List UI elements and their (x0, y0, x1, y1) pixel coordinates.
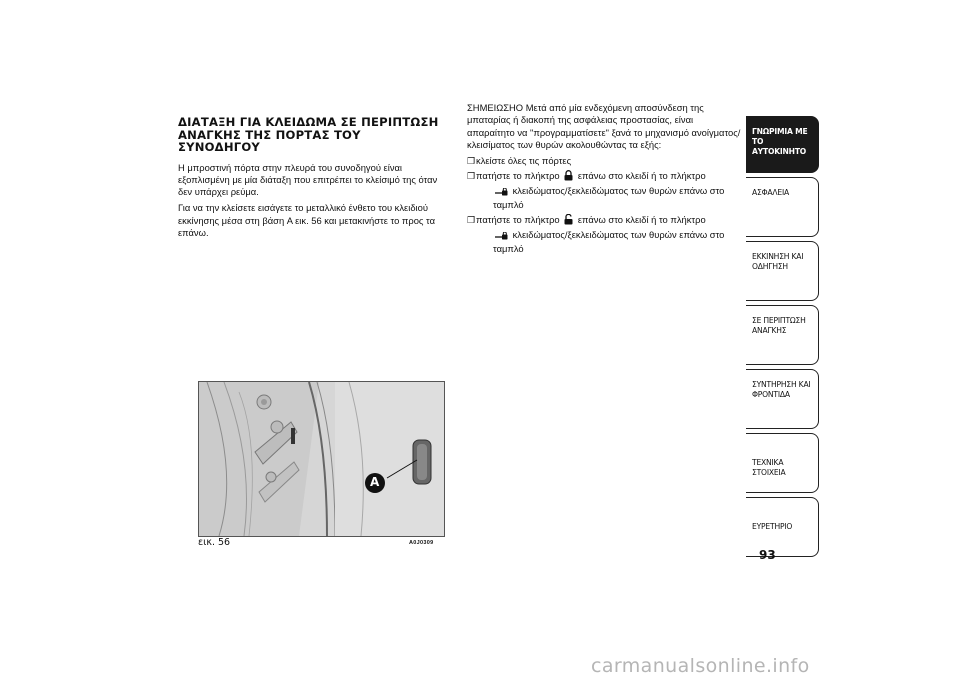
heading-line-1: ΔΙΑΤΑΞΗ ΓΙΑ ΚΛΕΙΔΩΜΑ ΣΕ ΠΕΡΙΠΤΩΣΗ (178, 115, 439, 129)
bullet-item-2 (467, 170, 742, 211)
bullet-text-3c: κλειδώματος/ξεκλειδώματος των θυρών επάνω στο ταμπλό (493, 228, 725, 254)
page-number: 93 (759, 548, 776, 562)
key-lock-icon (495, 187, 508, 199)
door-illustration (199, 382, 444, 536)
bullet-text-3a: πατήστε το πλήκτρο (476, 214, 560, 226)
section-heading (178, 116, 446, 154)
bullet-text-2c: κλειδώματος/ξεκλειδώματος των θυρών επάνω στο ταμπλό (493, 184, 725, 211)
tab-label: ΕΥΡΕΤΗΡΙΟ (752, 522, 793, 531)
tab-safety[interactable] (746, 177, 819, 237)
figure-code: A0J0309 (409, 540, 434, 546)
paragraph-1: Η μπροστινή πόρτα στην πλευρά του συνοδηγού είναι εξοπλισμένη με μία διάταξη που επιτρέπει το κλείσιμό της όταν δεν υπάρχει ρεύμα. (178, 161, 438, 198)
bullet-box-icon: ❒ (467, 156, 476, 167)
paragraph-2: Για να την κλείσετε εισάγετε το μεταλλικό ένθετο του κλειδιού εκκίνησης μέσα στη βάση A εικ. 56 και μετακινήστε το προς τα επάνω. (178, 202, 436, 238)
tab-label: ΣΕ ΠΕΡΙΠΤΩΣΗ (752, 316, 806, 325)
padlock-closed-icon (564, 170, 573, 184)
tab-label: ΑΥΤΟΚΙΝΗΤΟ (752, 147, 807, 156)
tab-maintenance[interactable] (746, 369, 819, 429)
bullet-item-3 (467, 214, 742, 255)
left-column (178, 116, 446, 243)
heading-line-2: ΑΝΑΓΚΗΣ ΤΗΣ ΠΟΡΤΑΣ ΤΟΥ (178, 127, 361, 142)
right-column (467, 102, 742, 255)
tab-index[interactable] (746, 497, 819, 557)
bullet-text-2a: πατήστε το πλήκτρο (476, 170, 560, 182)
bullet-text-3b: επάνω στο κλειδί ή το πλήκτρο (577, 214, 706, 226)
tab-label: ΑΣΦΑΛΕΙΑ (752, 188, 789, 197)
tab-label: ΟΔΗΓΗΣΗ (752, 262, 788, 271)
note-paragraph: ΣΗΜΕΙΩΣΗΟ Μετά από μία ενδεχόμενη αποσύνδεση της μπαταρίας ή διακοπή της ασφάλειας προστασίας, είναι απαραίτητο να "προγραμματίσετε" ξανά το μηχανισμό ανοίγματος/κλεισίματος των θυρών ακολουθώντας τα εξής: (467, 102, 741, 150)
bullet-text-2b: επάνω στο κλειδί ή το πλήκτρο (577, 170, 706, 182)
tab-label: ΦΡΟΝΤΙΔΑ (752, 390, 790, 399)
tab-getting-to-know[interactable] (746, 116, 819, 173)
door-lock-figure (198, 381, 445, 537)
bullet-item-1 (467, 155, 742, 167)
chapter-tabs (746, 116, 819, 561)
bullet-box-icon: ❒ (467, 171, 476, 182)
tab-label: ΣΥΝΤΗΡΗΣΗ ΚΑΙ (752, 380, 811, 389)
tab-technical-data[interactable] (746, 433, 819, 493)
bullet-text-1: κλείστε όλες τις πόρτες (476, 155, 572, 167)
tab-label: ΤΕΧΝΙΚΑ ΣΤΟΙΧΕΙΑ (752, 458, 786, 477)
padlock-open-icon (564, 214, 573, 228)
tab-emergency[interactable] (746, 305, 819, 365)
figure-caption: εικ. 56 (198, 537, 231, 548)
tab-label: ΕΚΚΙΝΗΣΗ ΚΑΙ (752, 252, 804, 261)
bullet-box-icon: ❒ (467, 215, 476, 226)
tab-label: ΓΝΩΡΙΜΙΑ ΜΕ ΤΟ (752, 127, 808, 146)
tab-starting-driving[interactable] (746, 241, 819, 301)
tab-label: ΑΝΑΓΚΗΣ (752, 326, 787, 335)
heading-line-3: ΣΥΝΟΔΗΓΟΥ (178, 140, 260, 154)
callout-label-a: A (370, 475, 380, 489)
key-lock-icon (495, 231, 508, 243)
watermark: carmanualsonline.info (591, 655, 810, 677)
